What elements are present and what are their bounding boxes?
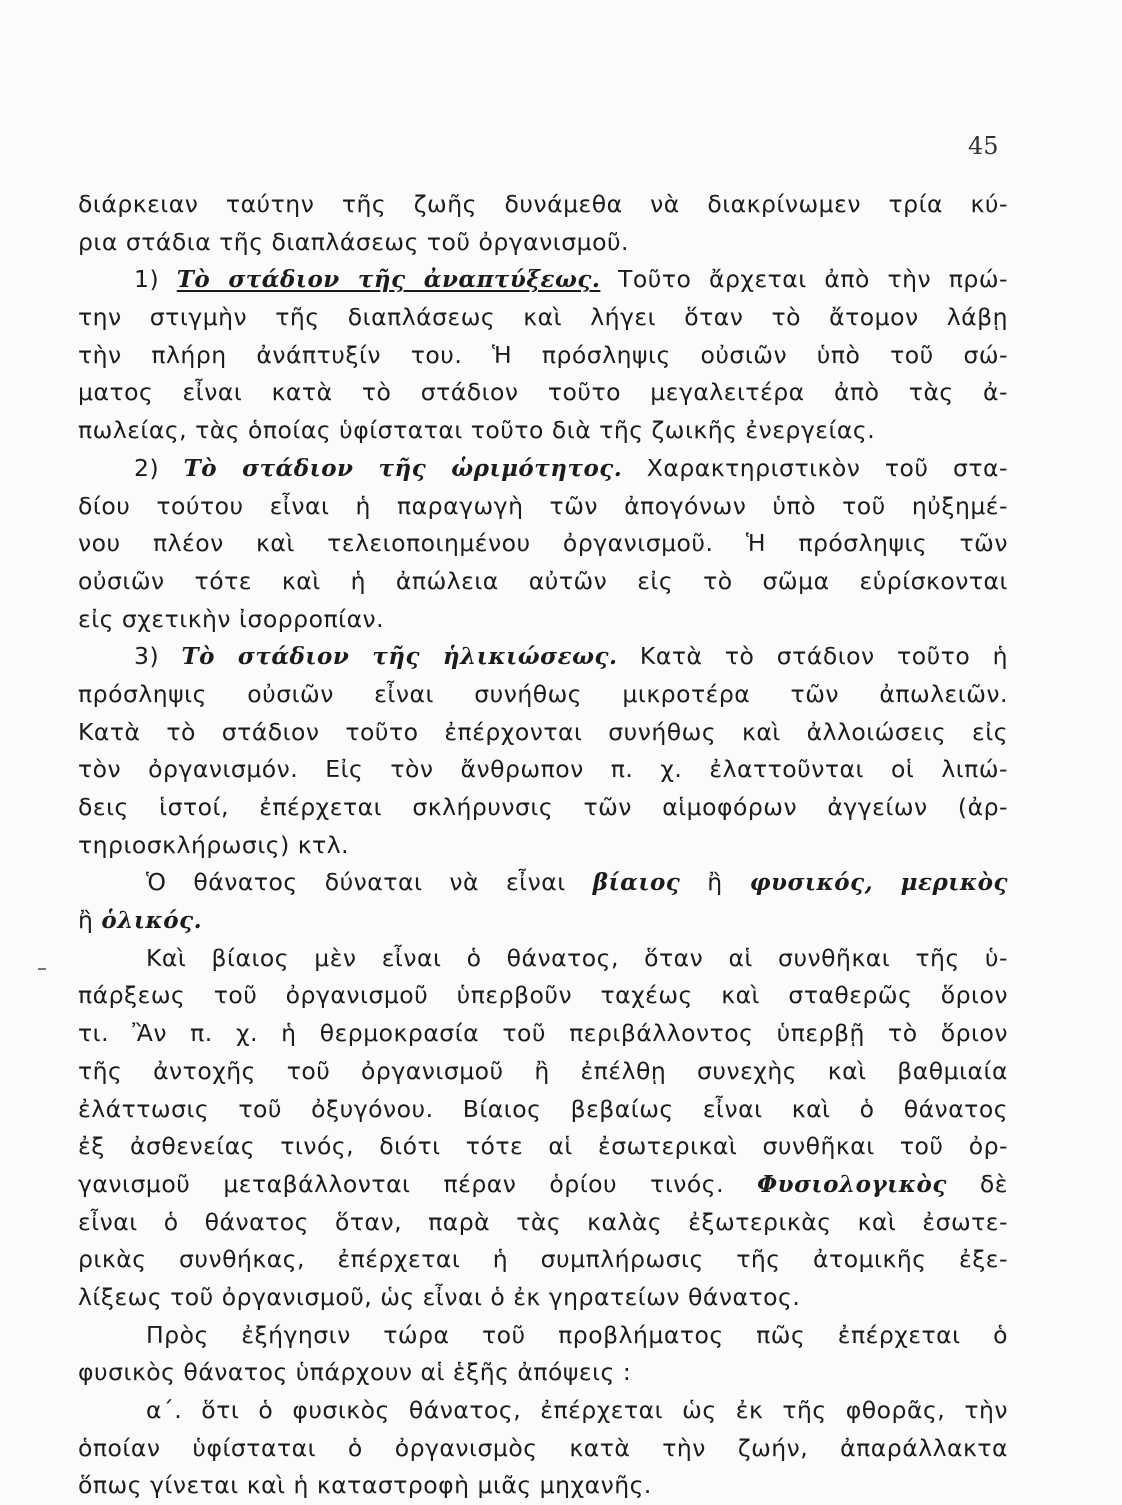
section-number: 3): [134, 642, 182, 671]
text-line: α΄. ὅτι ὁ φυσικὸς θάνατος, ἐπέρχεται ὡς ἐκ τῆς φθορᾶς, τὴν: [146, 1396, 1008, 1424]
emphasis-natural-partial: φυσικός, μερικὸς: [749, 869, 1008, 897]
emphasis-total: ὁλικός.: [101, 907, 203, 935]
text-line: λίξεως τοῦ ὀργανισμοῦ, ὡς εἶναι ὁ ἐκ γηρατείων θάνατος.: [78, 1282, 801, 1311]
text-line: νου πλέον καὶ τελειοποιημένου ὀργανισμοῦ. Ἡ πρόσληψις τῶν: [78, 529, 1008, 558]
text-line: τὸν ὀργανισμόν. Εἰς τὸν ἄνθρωπον π. χ. ἐλαττοῦνται οἱ λιπώ-: [78, 755, 1008, 784]
text-fragment: Χαρακτηριστικὸν τοῦ στα-: [622, 453, 1009, 482]
text-line: τὴν πλήρη ἀνάπτυξίν του. Ἡ πρόσληψις οὐσιῶν ὑπὸ τοῦ σώ-: [78, 340, 1008, 369]
page-number: 45: [968, 132, 999, 160]
section-title-maturity: Τὸ στάδιον τῆς ὡριμότητος.: [183, 454, 623, 482]
text-line: γανισμοῦ μεταβάλλονται πέραν ὁρίου τινός. Φυσιολογικὸς δὲ: [78, 1169, 1008, 1198]
text-line: ἐξ ἀσθενείας τινός, διότι τότε αἱ ἐσωτερικαὶ συνθῆκαι τοῦ ὀρ-: [78, 1132, 1008, 1161]
text-line: ρια στάδια τῆς διαπλάσεως τοῦ ὀργανισμοῦ.: [78, 227, 630, 256]
section-title-development: Τὸ στάδιον τῆς ἀναπτύξεως.: [176, 266, 601, 294]
text-line: εἰς σχετικὴν ἰσορροπίαν.: [78, 604, 385, 633]
text-line: πωλείας, τὰς ὁποίας ὑφίσταται τοῦτο διὰ τῆς ζωικῆς ἐνεργείας.: [78, 416, 876, 445]
text-line: εἶναι ὁ θάνατος ὅταν, παρὰ τὰς καλὰς ἐξωτερικὰς καὶ ἐσωτε-: [78, 1207, 1008, 1236]
text-line: πρόσληψις οὐσιῶν εἶναι συνήθως μικροτέρα τῶν ἀπωλειῶν.: [78, 679, 1008, 708]
body-text: [78, 186, 1008, 1505]
text-line: δίου τούτου εἶναι ἡ παραγωγὴ τῶν ἀπογόνων ὑπὸ τοῦ ηὐξημέ-: [78, 491, 1008, 520]
text-line: διάρκειαν ταύτην τῆς ζωῆς δυνάμεθα νὰ διακρίνωμεν τρία κύ-: [78, 190, 1008, 218]
text-line: τι. Ἂν π. χ. ἡ θερμοκρασία τοῦ περιβάλλοντος ὑπερβῇ τὸ ὅριον: [78, 1019, 1008, 1048]
text-line: οὐσιῶν τότε καὶ ἡ ἀπώλεια αὐτῶν εἰς τὸ σῶμα εὑρίσκονται: [78, 566, 1008, 595]
section-heading-line: [78, 638, 1008, 676]
text-line: τηριοσκλήρωσις) κτλ.: [78, 830, 350, 859]
text-line: την στιγμὴν τῆς διαπλάσεως καὶ λήγει ὅταν τὸ ἄτομον λάβῃ: [78, 303, 1008, 332]
text-line: Κατὰ τὸ στάδιον τοῦτο ἐπέρχονται συνήθως καὶ ἀλλοιώσεις εἰς: [78, 717, 1008, 746]
section-heading-line: [78, 450, 1008, 488]
text-fragment: Τοῦτο ἄρχεται ἀπὸ τὴν πρώ-: [600, 265, 1008, 294]
emphasis-physiological: Φυσιολογικὸς: [757, 1170, 947, 1198]
section-heading-line: [78, 261, 1008, 299]
section-title-aging: Τὸ στάδιον τῆς ἡλικιώσεως.: [181, 643, 618, 671]
text-line: πάρξεως τοῦ ὀργανισμοῦ ὑπερβοῦν ταχέως καὶ σταθερῶς ὅριον: [78, 981, 1008, 1010]
text-line: ματος εἶναι κατὰ τὸ στάδιον τοῦτο μεγαλειτέρα ἀπὸ τὰς ἀ-: [78, 378, 1008, 407]
text-line: Πρὸς ἐξήγησιν τώρα τοῦ προβλήματος πῶς ἐπέρχεται ὁ: [146, 1320, 1008, 1349]
text-line: ἐλάττωσις τοῦ ὀξυγόνου. Βίαιος βεβαίως εἶναι καὶ ὁ θάνατος: [78, 1094, 1008, 1123]
text-line: Καὶ βίαιος μὲν εἶναι ὁ θάνατος, ὅταν αἱ συνθῆκαι τῆς ὑ-: [146, 943, 1008, 972]
text-line: ρικὰς συνθήκας, ἐπέρχεται ἡ συμπλήρωσις τῆς ἀτομικῆς ἐξε-: [78, 1245, 1008, 1274]
text-line: δεις ἱστοί, ἐπέρχεται σκλήρυνσις τῶν αἱμοφόρων ἀγγείων (ἀρ-: [78, 793, 1008, 821]
text-line: φυσικὸς θάνατος ὑπάρχουν αἱ ἑξῆς ἀπόψεις :: [78, 1358, 632, 1387]
section-number: 1): [134, 265, 177, 294]
text-line: ὅπως γίνεται καὶ ἡ καταστροφὴ μιᾶς μηχανῆς.: [78, 1471, 652, 1500]
text-line: Ὁ θάνατος δύναται νὰ εἶναι βίαιος ἢ φυσικός, μερικὸς: [146, 868, 1008, 897]
margin-mark: [38, 968, 46, 970]
text-line: ἢ ὁλικός.: [78, 906, 203, 935]
text-line: τῆς ἀντοχῆς τοῦ ὀργανισμοῦ ἢ ἐπέλθῃ συνεχὴς καὶ βαθμιαία: [78, 1056, 1008, 1085]
section-number: 2): [134, 453, 184, 482]
text-line: ὁποίαν ὑφίσταται ὁ ὀργανισμὸς κατὰ τὴν ζωήν, ἀπαράλλακτα: [78, 1433, 1008, 1462]
text-fragment: Κατὰ τὸ στάδιον τοῦτο ἡ: [617, 642, 1009, 671]
emphasis-violent: βίαιος: [592, 869, 681, 897]
